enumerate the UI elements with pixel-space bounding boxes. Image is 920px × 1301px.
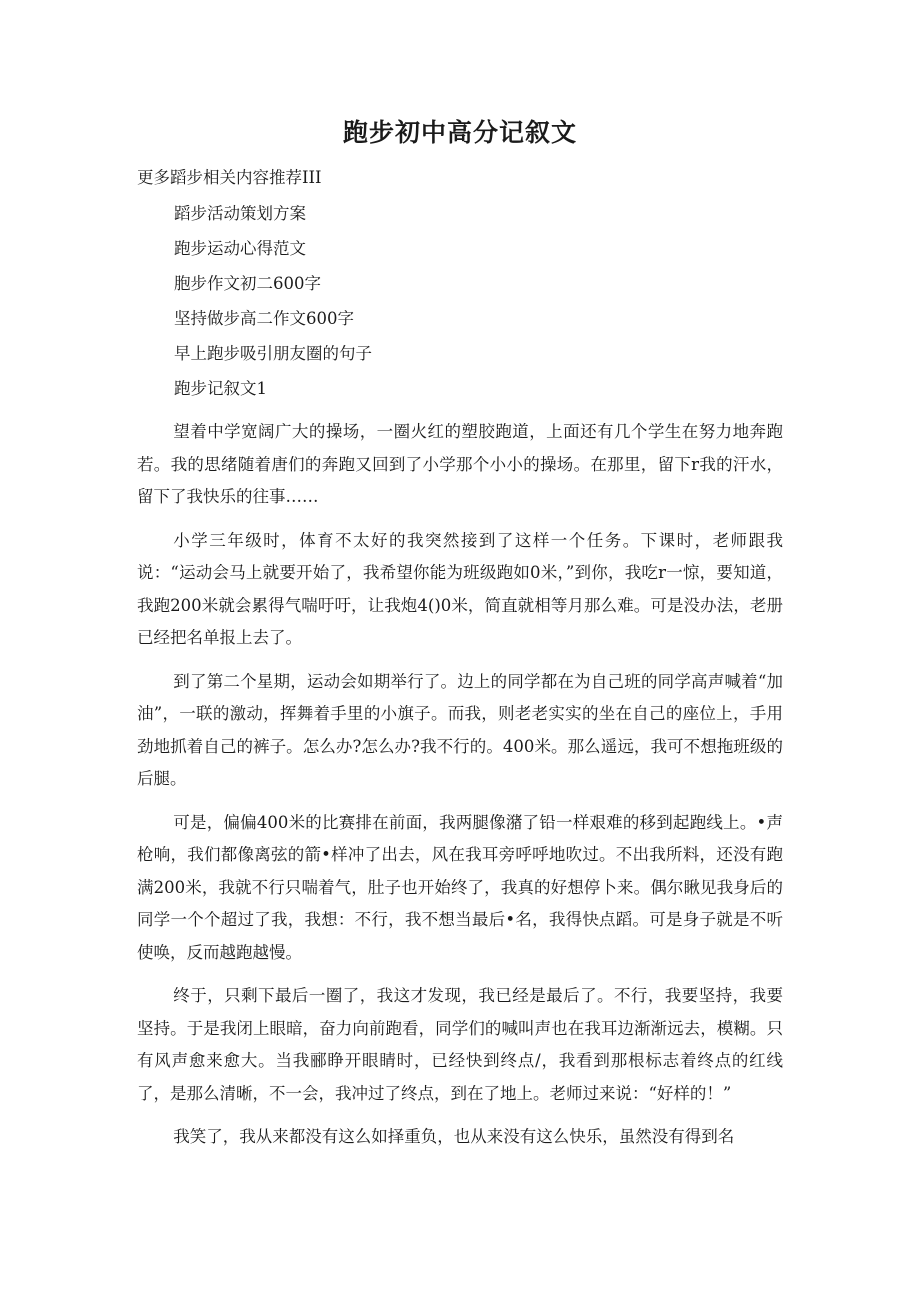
essay-paragraph: 望着中学宽阔广大的操场，一圈火红的塑胶跑道，上面还有几个学生在努力地奔跑若。我的思绪随着唐们的奔跑又回到了小学那个小小的操场。在那里，留下r我的汗水，留下了我快乐的往事…… [137, 422, 783, 506]
related-link[interactable]: 蹈步活动策划方案 [174, 204, 306, 223]
essay-paragraph: 到了第二个星期，运动会如期举行了。边上的同学都在为自己班的同学高声喊着“加油”，一联的激动，挥舞着手里的小旗子。而我，则老老实实的坐在自己的座位上，手用劲地抓着自己的裤子。怎么办?怎么办?我不行的。400米。那么遥远，我可不想拖班级的后腿。 [137, 671, 783, 788]
related-links-list [174, 202, 372, 412]
related-link[interactable]: 坚持做步高二作文600字 [174, 309, 354, 328]
related-link[interactable]: 早上跑步吸引朋友圈的句子 [174, 344, 372, 363]
essay-paragraph: 小学三年级时，体育不太好的我突然接到了这样一个任务。下课时，老师跟我说：“运动会马上就要开始了，我希望你能为班级跑如0米，”到你，我吃r一惊，要知道，我跑200米就会累得气喘吁吁，让我炮4()0米，简直就相等月那么难。可是没办法，老册已经把名单报上去了。 [137, 530, 783, 647]
related-link[interactable]: 胞步作文初二600字 [174, 274, 321, 293]
essay-paragraph: 我笑了，我从来都没有这么如择重负，也从来没有这么快乐，虽然没有得到名 [173, 1127, 735, 1146]
document-title: 跑步初中高分记叙文 [342, 118, 577, 147]
related-content-heading: 更多蹈步相关内容推荐III [137, 168, 322, 187]
related-link[interactable]: 跑步运动心得范文 [174, 239, 306, 258]
essay-paragraph: 可是，偏偏400米的比赛排在前面，我两腿像潴了铅一样艰难的移到起跑线上。•声枪响，我们都像离弦的箭•样冲了出去，风在我耳旁呼呼地吹过。不出我所料，还没有跑满200米，我就不行只喘着气，肚子也开始终了，我真的好想停卜来。偶尔瞅见我身后的同学一个个超过了我，我想：不行，我不想当最后•名，我得快点蹈。可是身子就是不听使唤，反而越跑越慢。 [137, 812, 783, 962]
related-link[interactable]: 跑步记叙文1 [174, 379, 267, 398]
essay-body [137, 416, 783, 1165]
essay-paragraph: 终于，只剩下最后一圈了，我这才发现，我已经是最后了。不行，我要坚持，我要坚持。于是我闭上眼暗，奋力向前跑看，同学们的喊叫声也在我耳边渐渐远去，模糊。只有风声愈来愈大。当我郦睁开眼睛时，已经快到终点/，我看到那根标志着终点的红线了，是那么清晰，不一会，我冲过了终点，到在了地上。老师过来说：“好样的！” [137, 986, 783, 1103]
